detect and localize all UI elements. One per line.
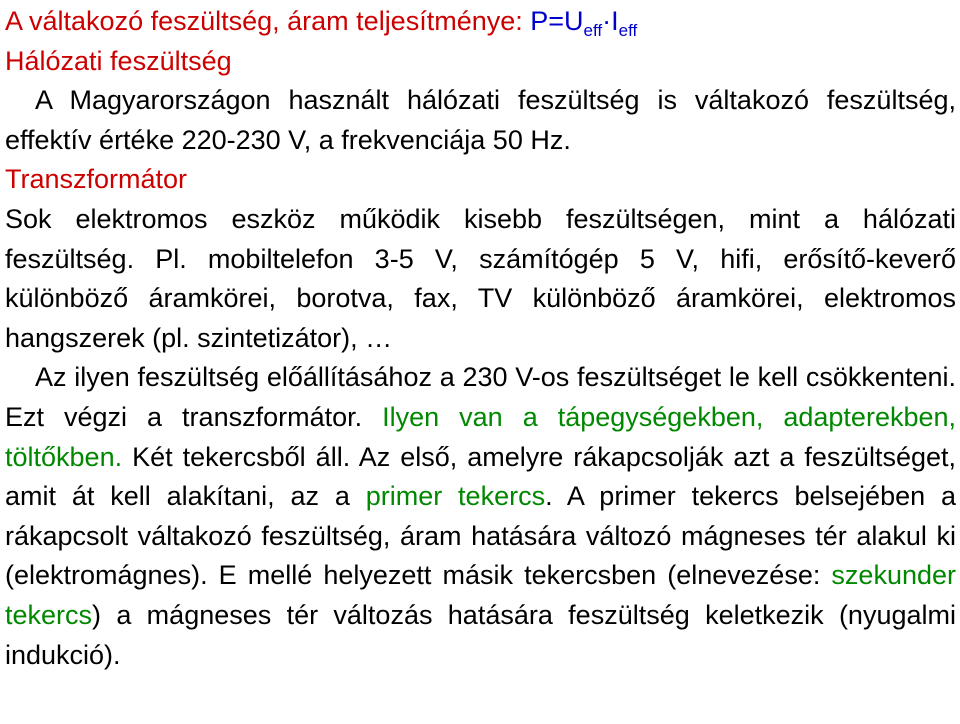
section-heading-transformer: Transzformátor [5, 164, 188, 195]
formula-sub-eff-1: eff [583, 21, 603, 40]
formula-p: P=U [530, 6, 584, 36]
formula-sub-eff-2: eff [618, 21, 638, 40]
highlight-secondary-coil: szekunder tekercs [5, 560, 956, 630]
power-formula [530, 6, 638, 40]
section-heading-network-voltage: Hálózati feszültség [5, 45, 232, 76]
text-segment: ) a mágneses tér változás hatására feszültség keletkezik (nyugalmi indukció). [5, 599, 956, 670]
page-title [5, 2, 956, 42]
text-segment: . A primer tekercs belsejében a rákapcsolt váltakozó feszültség, áram hatására változó mágneses tér alakul ki (elektromágnes). E mellé helyezett másik tekercsben (elnevezése: [5, 481, 956, 591]
title-text: A váltakozó feszültség, áram teljesítménye: [5, 6, 531, 36]
document-page [0, 2, 960, 724]
paragraph-low-voltage-devices: Sok elektromos eszköz működik kisebb feszültségen, mint a hálózati feszültség. Pl. mobiltelefon 3-5 V, számítógép 5 V, hifi, erősítő-keverő különböző áramkörei, borotva, fax, TV különböző áramkörei, elektromos hangszerek (pl. szintetizátor), … [5, 203, 956, 353]
text-segment: Két tekercsből áll. Az első, amelyre rákapcsolják azt a feszültséget, amit át kell alakítani, az a [5, 441, 956, 512]
highlight-power-supplies: Ilyen van a tápegységekben, adapterekben, töltőkben. [5, 401, 957, 472]
formula-dot-i: ·I [602, 6, 619, 36]
highlight-primary-coil: primer tekercs [365, 481, 546, 512]
paragraph-network-voltage: A Magyarországon használt hálózati feszültség is váltakozó feszültség, effektív értéke 220-230 V, a frekvenciája 50 Hz. [5, 85, 956, 155]
paragraph-transformer-description [5, 358, 956, 675]
text-segment: Az ilyen feszültség előállításához a 230 V-os feszültséget le kell csökkenteni. Ezt végzi a transzformátor. [5, 362, 956, 432]
